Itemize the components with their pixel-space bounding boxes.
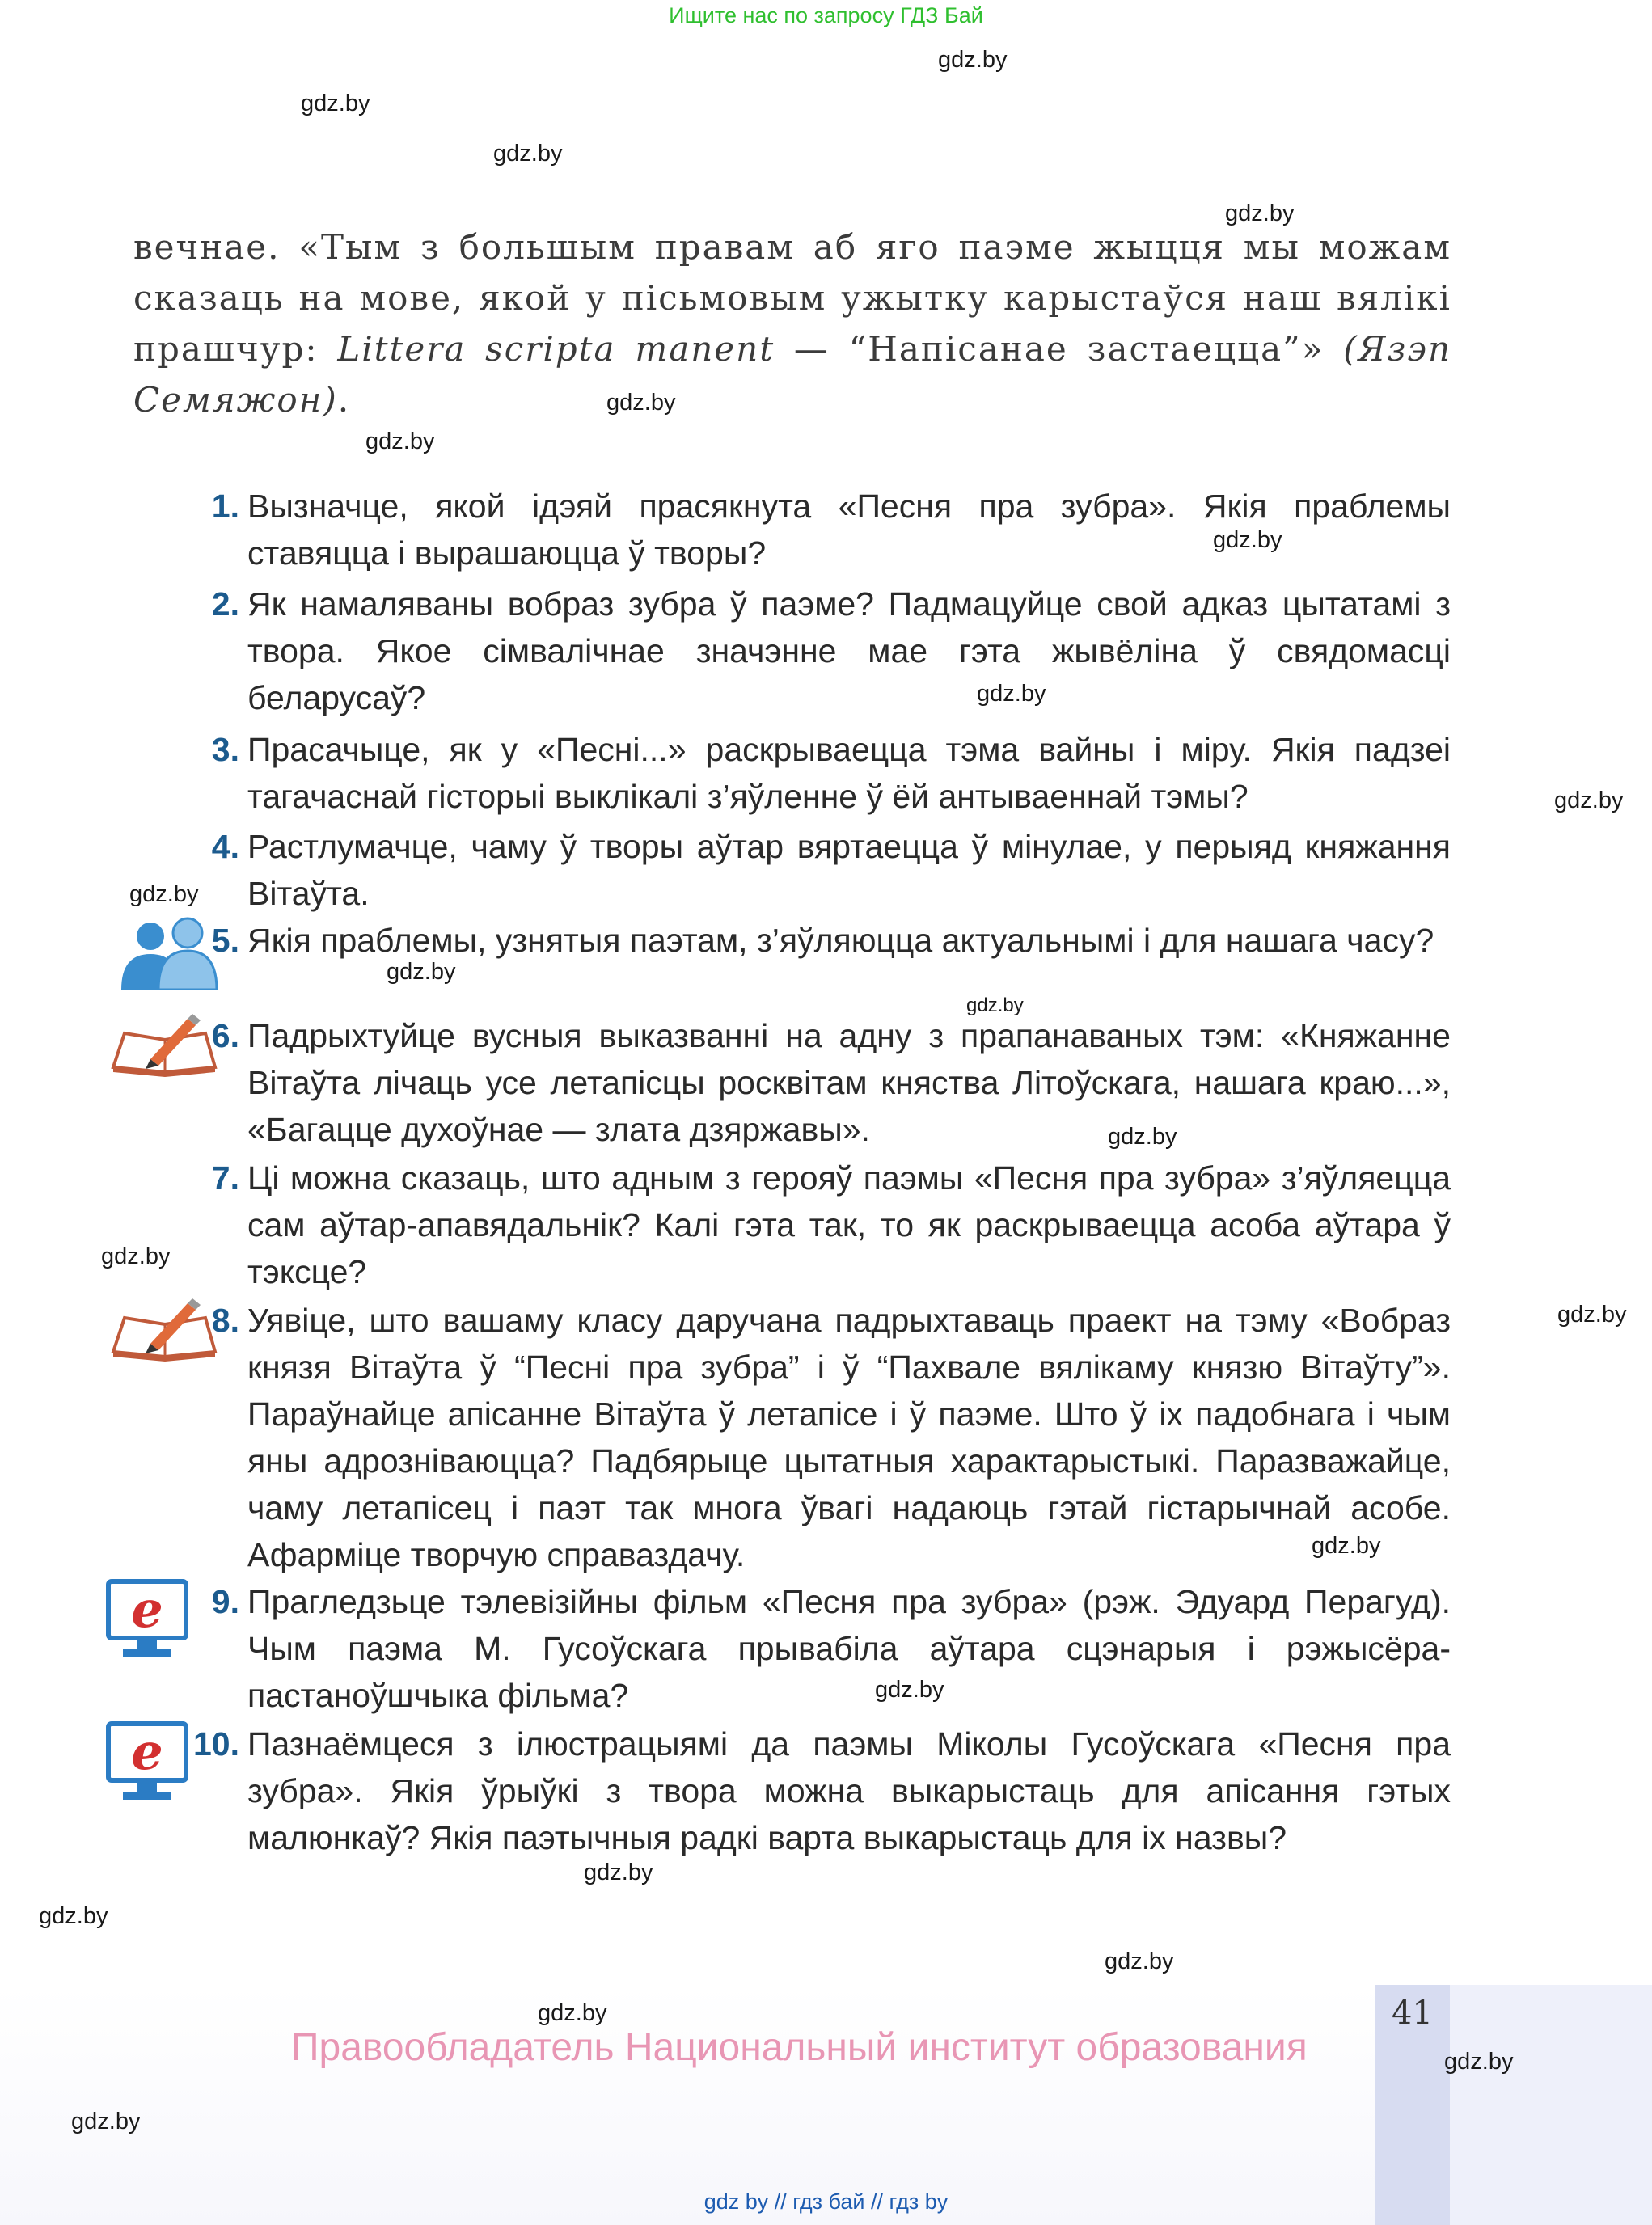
question-text: Якія праблемы, узнятыя паэтам, з’яўляюцца актуальнымі і для нашага часу?	[247, 922, 1434, 959]
quote-author: (Язэп Семяжон)	[133, 329, 1452, 420]
intro-text: вечнае. «Тым з большым правам аб яго паэме жыцця мы можам сказаць на мове, якой у пісьмовым ужытку карыстаўся наш вялікі прашчур:	[133, 227, 1451, 369]
footer-links[interactable]: gdz by // гдз бай // гдз by	[703, 2189, 949, 2214]
watermark: gdz.by	[493, 141, 563, 167]
page-number: 41	[1392, 1995, 1433, 2032]
question-text: Ці можна сказаць, што адным з герояў паэмы «Песня пра зубра» з’яўляецца сам аўтар-апавядальнік? Калі гэта так, то як раскрываецца асоба аўтара ў тэксце?	[247, 1159, 1451, 1290]
question-text: Прасачыце, як у «Песні...» раскрываецца тэма вайны і міру. Якія падзеі тагачаснай гісторыі выклікалі з’яўленне ў ёй антываеннай тэмы?	[247, 731, 1451, 815]
watermark: gdz.by	[977, 681, 1046, 707]
copyright-notice: Правообладатель Национальный институт образования	[291, 2026, 1308, 2069]
question-number: 9.	[211, 1583, 239, 1620]
question-number: 10.	[193, 1725, 239, 1763]
pencil-book-icon	[110, 1297, 219, 1362]
question-number: 3.	[211, 731, 239, 768]
question-text: Вызначце, якой ідэяй прасякнута «Песня пра зубра». Якія праблемы ставяцца і вырашаюцца ў творы?	[247, 488, 1451, 572]
intro-text: — “Напісанае застаецца”»	[775, 329, 1344, 369]
watermark: gdz.by	[1444, 2049, 1514, 2075]
e-monitor-icon	[105, 1578, 189, 1661]
question-number: 7.	[211, 1159, 239, 1197]
watermark: gdz.by	[387, 959, 456, 985]
question-text: Як намаляваны вобраз зубра ў паэме? Падмацуйце свой адказ цытатамі з твора. Якое сімвалічнае значэнне мае гэта жывёліна ў свядомасці беларусаў?	[247, 585, 1451, 716]
e-letter: e	[131, 1580, 163, 1639]
watermark: gdz.by	[938, 47, 1008, 73]
question-number: 1.	[211, 488, 239, 525]
people-icon	[115, 917, 220, 990]
question-text: Растлумачце, чаму ў творы аўтар вяртаецца ў мінулае, у перыяд княжання Вітаўта.	[247, 828, 1451, 912]
watermark: gdz.by	[301, 91, 370, 116]
question-number: 6.	[211, 1017, 239, 1054]
question-text: Пазнаёмцеся з ілюстрацыямі да паэмы Міколы Гусоўскага «Песня пра зубра». Якія ўрыўкі з твора можна выкарыстаць для апісання гэтых малюнкаў? Якія паэтычныя радкі варта выкарыстаць для іх назвы?	[247, 1725, 1451, 1856]
watermark: gdz.by	[1312, 1533, 1381, 1559]
watermark: gdz.by	[966, 994, 1024, 1016]
top-banner[interactable]: Ищите нас по запросу ГДЗ Бай	[669, 3, 983, 27]
watermark: gdz.by	[1105, 1948, 1174, 1974]
watermark: gdz.by	[538, 2000, 607, 2026]
intro-paragraph	[133, 222, 1451, 425]
intro-text: .	[337, 380, 351, 420]
question-text: Падрыхтуйце вусныя выказванні на адну з прапанаваных тэм: «Княжанне Вітаўта лічаць усе летапісцы росквітам княства Літоўскага, нашага краю...», «Багацце духоўнае — злата дзяржавы».	[247, 1017, 1451, 1148]
watermark: gdz.by	[1213, 527, 1282, 553]
question-number: 5.	[211, 922, 239, 959]
question-number: 8.	[211, 1302, 239, 1339]
watermark: gdz.by	[1554, 787, 1624, 813]
watermark: gdz.by	[606, 390, 676, 416]
question-number: 4.	[211, 828, 239, 865]
watermark: gdz.by	[1557, 1302, 1627, 1328]
watermark: gdz.by	[101, 1243, 171, 1269]
watermark: gdz.by	[39, 1903, 108, 1929]
watermark: gdz.by	[365, 429, 435, 454]
watermark: gdz.by	[71, 2109, 141, 2134]
e-letter: e	[131, 1722, 163, 1781]
watermark: gdz.by	[875, 1677, 944, 1703]
question-text: Уявіце, што вашаму класу даручана падрыхтаваць праект на тэму «Вобраз князя Вітаўта ў “Песні пра зубра” і ў “Пахвале вялікаму князю Вітаўту”». Параўнайце апісанне Вітаўта ў летапісе і ў паэме. Што ў іх падобнага і чым яны адрозніваюцца? Падбярыце цытатныя характарыстыкі. Паразважайце, чаму летапісец і паэт так многа ўвагі надаюць гэтай гістарычнай асобе. Афарміце творчую справаздачу.	[247, 1302, 1451, 1573]
watermark: gdz.by	[129, 881, 199, 907]
watermark: gdz.by	[1225, 201, 1295, 226]
question-text: Прагледзьце тэлевізійны фільм «Песня пра зубра» (рэж. Эдуард Перагуд). Чым паэма М. Гусоўскага прывабіла аўтара сцэнарыя і рэжысёра-пастаноўшчыка фільма?	[247, 1583, 1451, 1714]
watermark: gdz.by	[1108, 1124, 1177, 1150]
watermark: gdz.by	[584, 1860, 653, 1885]
latin-quote: Littera scripta manent	[337, 329, 775, 369]
question-number: 2.	[211, 585, 239, 623]
e-monitor-icon	[105, 1720, 189, 1803]
pencil-book-icon	[110, 1012, 219, 1077]
